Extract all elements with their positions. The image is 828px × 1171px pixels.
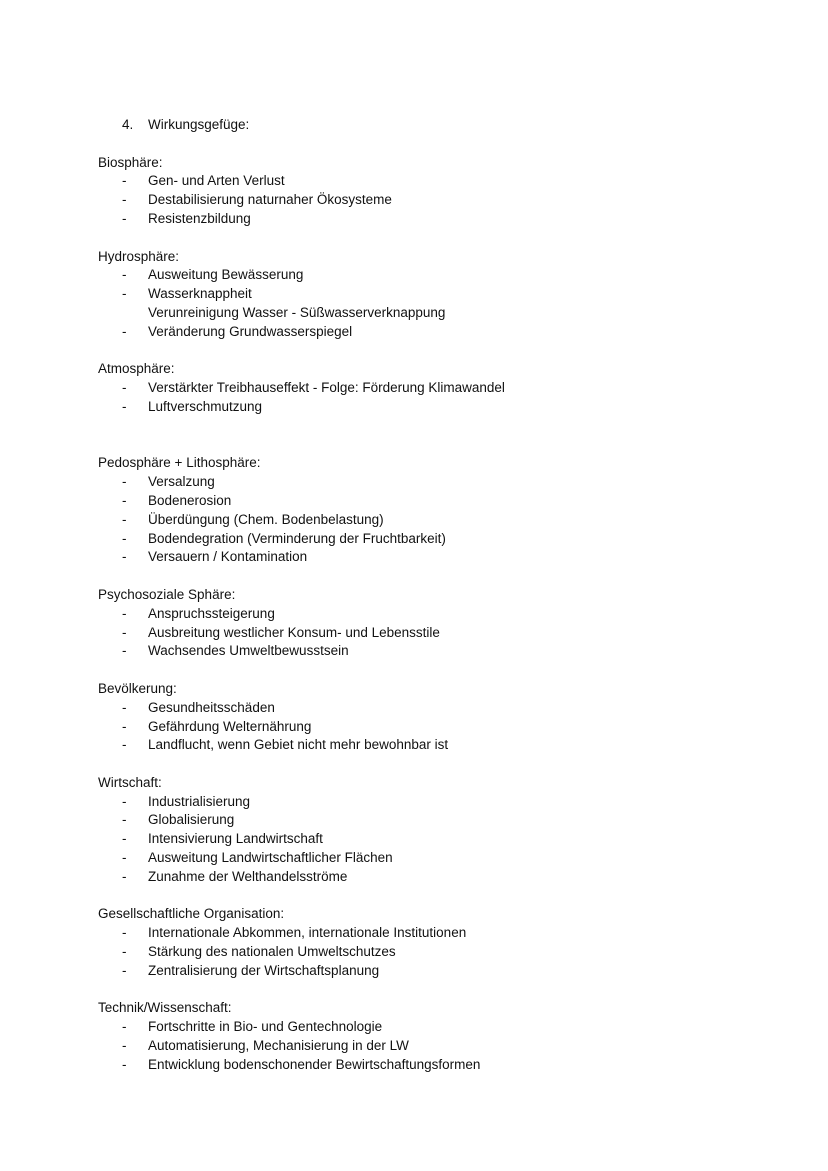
section-title: Gesellschaftliche Organisation:	[98, 906, 285, 922]
sphere-section	[98, 154, 758, 229]
list-item-text: Intensivierung Landwirtschaft	[148, 831, 323, 847]
list-item-text: Automatisierung, Mechanisierung in der LW	[148, 1038, 409, 1054]
dash-bullet: -	[122, 944, 127, 960]
section-title: Pedosphäre + Lithosphäre:	[98, 455, 261, 471]
list-item	[98, 605, 758, 624]
list-item-text: Zentralisierung der Wirtschaftsplanung	[148, 962, 380, 978]
list-item-text: Fortschritte in Bio- und Gentechnologie	[148, 1019, 383, 1035]
list-item-text: Wachsendes Umweltbewusstsein	[148, 643, 349, 659]
list-item-text: Versalzung	[148, 474, 215, 490]
dash-bullet: -	[122, 925, 127, 941]
dash-bullet: -	[122, 605, 127, 621]
dash-bullet: -	[122, 192, 127, 208]
section-title: Psychosoziale Sphäre:	[98, 586, 236, 602]
list-item	[98, 624, 758, 643]
list-item-text: Versauern / Kontamination	[148, 549, 308, 565]
list-item	[98, 811, 758, 830]
list-item	[98, 191, 758, 210]
dash-bullet: -	[122, 549, 127, 565]
list-item-text: Gefährdung Welternährung	[148, 718, 312, 734]
bullet-list	[98, 605, 758, 661]
dash-bullet: -	[122, 530, 127, 546]
dash-bullet: -	[122, 267, 127, 283]
dash-bullet: -	[122, 1056, 127, 1072]
bullet-list	[98, 1018, 758, 1074]
list-item-text: Internationale Abkommen, internationale Institutionen	[148, 925, 467, 941]
list-item	[98, 718, 758, 737]
list-item	[98, 924, 758, 943]
list-item-text: Ausweitung Bewässerung	[148, 267, 304, 283]
dash-bullet: -	[122, 718, 127, 734]
dash-bullet: -	[122, 737, 127, 753]
section-title: Wirtschaft:	[98, 774, 162, 790]
list-item-text: Destabilisierung naturnaher Ökosysteme	[148, 192, 392, 208]
list-item	[98, 323, 758, 342]
heading-number: 4.	[122, 117, 134, 132]
document-content	[98, 116, 758, 1093]
list-item-text: Anspruchssteigerung	[148, 605, 275, 621]
list-item-text: Verstärkter Treibhauseffekt - Folge: Förderung Klimawandel	[148, 380, 505, 396]
list-item-text: Veränderung Grundwasserspiegel	[148, 323, 353, 339]
list-item-text: Landflucht, wenn Gebiet nicht mehr bewohnbar ist	[148, 737, 449, 753]
list-item	[98, 210, 758, 229]
list-item-text: Globalisierung	[148, 812, 235, 828]
dash-bullet: -	[122, 699, 127, 715]
list-item	[98, 511, 758, 530]
list-item	[98, 473, 758, 492]
bullet-list	[98, 924, 758, 980]
dash-bullet: -	[122, 511, 127, 527]
dash-bullet: -	[122, 398, 127, 414]
list-item-text: Industrialisierung	[148, 793, 251, 809]
list-item-text: Wasserknappheit	[148, 286, 252, 302]
sphere-section	[98, 905, 758, 980]
list-item-text: Gesundheitsschäden	[148, 699, 275, 715]
bullet-list	[98, 699, 758, 755]
list-item	[98, 285, 758, 304]
bullet-list	[98, 473, 758, 567]
list-item	[98, 1037, 758, 1056]
list-item	[98, 1018, 758, 1037]
section-title: Hydrosphäre:	[98, 248, 180, 264]
dash-bullet: -	[122, 643, 127, 659]
section-title: Biosphäre:	[98, 154, 163, 170]
bullet-list	[98, 793, 758, 887]
dash-bullet: -	[122, 492, 127, 508]
dash-bullet: -	[122, 624, 127, 640]
sphere-section	[98, 586, 758, 661]
list-item	[98, 266, 758, 285]
list-item-text: Luftverschmutzung	[148, 398, 263, 414]
bullet-list	[98, 266, 758, 341]
list-item	[98, 172, 758, 191]
bullet-list	[98, 172, 758, 228]
list-item	[98, 699, 758, 718]
list-item-text: Bodendegration (Verminderung der Fruchtbarkeit)	[148, 530, 446, 546]
list-item	[98, 530, 758, 549]
list-item	[98, 943, 758, 962]
list-item-text: Überdüngung (Chem. Bodenbelastung)	[148, 511, 384, 527]
dash-bullet: -	[122, 793, 127, 809]
list-item-text: Entwicklung bodenschonender Bewirtschaftungsformen	[148, 1056, 481, 1072]
sphere-sections	[98, 154, 758, 1075]
dash-bullet: -	[122, 831, 127, 847]
dash-bullet: -	[122, 1038, 127, 1054]
list-item	[98, 548, 758, 567]
list-item-text: Gen- und Arten Verlust	[148, 173, 285, 189]
sphere-section	[98, 680, 758, 755]
list-item	[98, 304, 758, 323]
list-item	[98, 962, 758, 981]
bullet-list	[98, 379, 758, 417]
dash-bullet: -	[122, 474, 127, 490]
dash-bullet: -	[122, 812, 127, 828]
dash-bullet: -	[122, 380, 127, 396]
section-title: Atmosphäre:	[98, 361, 175, 377]
list-item-text: Verunreinigung Wasser - Süßwasserverknappung	[148, 304, 446, 320]
list-item	[98, 1056, 758, 1075]
list-item	[98, 642, 758, 661]
list-item	[98, 793, 758, 812]
dash-bullet: -	[122, 1019, 127, 1035]
list-item	[98, 736, 758, 755]
sphere-section	[98, 360, 758, 416]
list-item	[98, 398, 758, 417]
dash-bullet: -	[122, 962, 127, 978]
list-item-text: Zunahme der Welthandelsströme	[148, 868, 348, 884]
list-item	[98, 492, 758, 511]
list-item-text: Ausweitung Landwirtschaftlicher Flächen	[148, 850, 393, 866]
list-item	[98, 849, 758, 868]
dash-bullet: -	[122, 286, 127, 302]
dash-bullet: -	[122, 210, 127, 226]
list-item	[98, 379, 758, 398]
sphere-section	[98, 999, 758, 1074]
list-item-text: Stärkung des nationalen Umweltschutzes	[148, 944, 396, 960]
dash-bullet: -	[122, 850, 127, 866]
sphere-section	[98, 248, 758, 342]
list-item-text: Resistenzbildung	[148, 210, 251, 226]
list-item-text: Ausbreitung westlicher Konsum- und Lebensstile	[148, 624, 440, 640]
section-heading	[98, 116, 758, 135]
dash-bullet: -	[122, 323, 127, 339]
sphere-section	[98, 774, 758, 887]
dash-bullet: -	[122, 868, 127, 884]
heading-title: Wirkungsgefüge:	[148, 117, 250, 132]
section-title: Bevölkerung:	[98, 680, 177, 696]
list-item	[98, 830, 758, 849]
section-title: Technik/Wissenschaft:	[98, 1000, 232, 1016]
sphere-section	[98, 454, 758, 567]
list-item	[98, 868, 758, 887]
dash-bullet: -	[122, 173, 127, 189]
list-item-text: Bodenerosion	[148, 492, 232, 508]
